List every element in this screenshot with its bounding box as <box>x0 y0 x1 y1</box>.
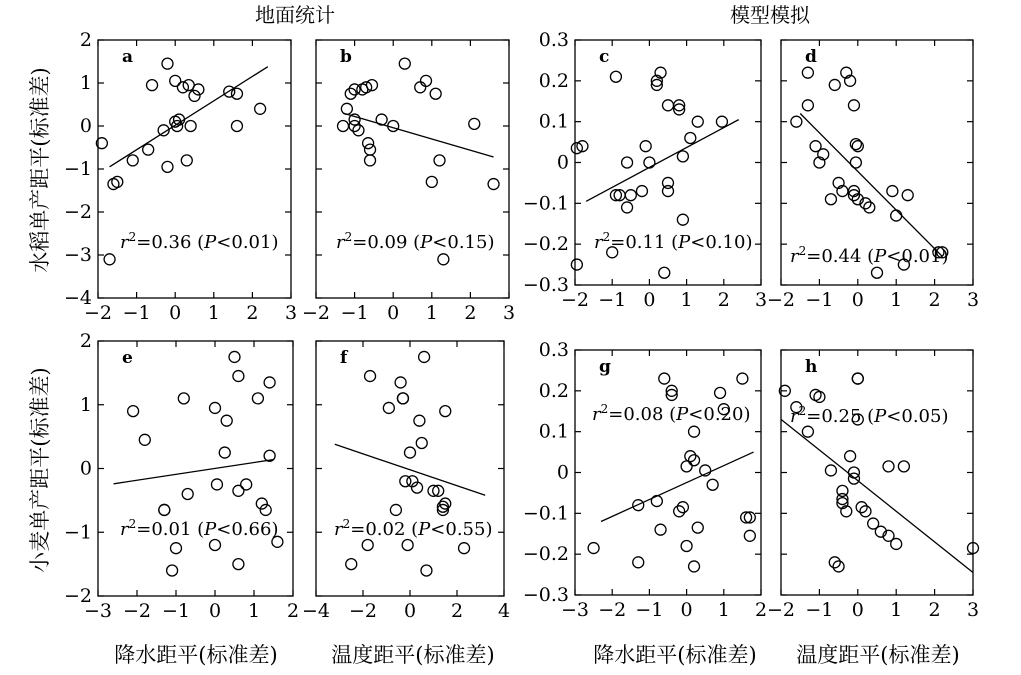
panel-letter: c <box>599 47 610 67</box>
data-point <box>902 190 913 201</box>
data-point <box>415 82 426 93</box>
data-point <box>167 565 178 576</box>
panel-frame <box>781 350 973 595</box>
panel-letter: d <box>805 47 817 67</box>
data-point <box>655 524 666 535</box>
x-tick-label: −2 <box>83 302 113 324</box>
data-point <box>825 194 836 205</box>
x-tick-label: 1 <box>717 599 730 621</box>
y-tick-label: 0.2 <box>538 379 569 402</box>
data-point <box>850 157 861 168</box>
data-point <box>182 489 193 500</box>
xlabel-col2: 温度距平(标准差) <box>331 643 495 667</box>
data-point <box>610 71 621 82</box>
x-tick-label: 3 <box>284 302 298 324</box>
data-point <box>891 538 902 549</box>
regression-line <box>800 114 942 257</box>
x-tick-label: 1 <box>890 289 903 311</box>
y-tick-label: −1 <box>63 521 92 544</box>
panel-d <box>767 40 979 311</box>
y-tick-label: −4 <box>63 287 92 309</box>
x-tick-label: −1 <box>805 289 834 311</box>
data-point <box>170 75 181 86</box>
data-point <box>791 116 802 127</box>
x-tick-label: 0 <box>680 599 693 621</box>
y-tick-label: −1 <box>63 158 92 180</box>
panel-a <box>64 29 297 324</box>
x-tick-label: −4 <box>301 600 331 622</box>
regression-stat: $r^2=0.25$ (P<0.05) <box>790 404 949 427</box>
xlabel-col4: 温度距平(标准差) <box>796 643 960 667</box>
data-point <box>852 373 863 384</box>
panel-c <box>523 29 767 311</box>
data-point <box>659 267 670 278</box>
data-point <box>260 504 271 515</box>
x-tick-label: 4 <box>497 600 511 622</box>
regression-stat: $r^2=0.01$ (P<0.66) <box>120 517 279 540</box>
data-point <box>837 485 848 496</box>
y-tick-label: −3 <box>63 244 92 266</box>
x-tick-label: 0 <box>403 600 417 622</box>
data-point <box>189 90 200 101</box>
data-point <box>143 144 154 155</box>
data-point <box>848 100 859 111</box>
x-tick-label: −1 <box>635 599 664 621</box>
x-tick-label: 0 <box>851 599 864 621</box>
x-tick-label: 3 <box>754 289 768 311</box>
x-tick-label: 1 <box>207 302 220 324</box>
regression-stat: $r^2=0.09$ (P<0.15) <box>336 230 495 253</box>
data-point <box>264 377 275 388</box>
panel-frame <box>98 341 293 596</box>
data-point <box>416 438 427 449</box>
y-tick-label: −0.2 <box>522 233 569 256</box>
data-point <box>440 498 451 509</box>
data-point <box>147 80 158 91</box>
x-tick-label: 2 <box>464 302 477 324</box>
data-point <box>162 161 173 172</box>
data-point <box>405 447 416 458</box>
data-point <box>644 157 655 168</box>
data-point <box>651 496 662 507</box>
data-point <box>898 461 909 472</box>
data-point <box>421 565 432 576</box>
data-point <box>349 114 360 125</box>
x-tick-label: −2 <box>766 599 796 621</box>
x-tick-label: 3 <box>966 289 980 311</box>
data-point <box>399 58 410 69</box>
data-point <box>459 543 470 554</box>
data-point <box>469 118 480 129</box>
group-title-model-simulation: 模型模拟 <box>730 3 810 27</box>
data-point <box>430 88 441 99</box>
data-point <box>588 543 599 554</box>
data-point <box>622 202 633 213</box>
x-tick-label: −3 <box>83 600 113 622</box>
data-point <box>633 557 644 568</box>
y-tick-label: −2 <box>63 585 92 607</box>
data-point <box>383 402 394 413</box>
data-point <box>659 373 670 384</box>
data-point <box>814 391 825 402</box>
data-point <box>802 426 813 437</box>
x-tick-label: 0 <box>387 302 400 324</box>
data-point <box>233 485 244 496</box>
row-label-wheat: 小麦单产距平(标准差) <box>28 367 52 573</box>
data-point <box>802 67 813 78</box>
data-point <box>488 179 499 190</box>
data-point <box>185 121 196 132</box>
x-tick-label: 2 <box>246 302 259 324</box>
y-tick-label: 0.1 <box>538 420 569 443</box>
y-tick-label: −0.1 <box>522 192 569 215</box>
group-title-ground-statistics: 地面统计 <box>255 3 335 27</box>
data-point <box>677 214 688 225</box>
data-point <box>640 141 651 152</box>
panel-letter: f <box>340 348 348 368</box>
x-tick-label: 3 <box>966 599 980 621</box>
regression-stat: $r^2=0.36$ (P<0.01) <box>120 230 279 253</box>
x-tick-label: −2 <box>122 600 152 622</box>
data-point <box>162 58 173 69</box>
x-tick-label: 1 <box>247 600 261 622</box>
x-tick-label: −2 <box>560 289 590 311</box>
data-point <box>737 373 748 384</box>
y-tick-label: 1 <box>79 72 92 94</box>
data-point <box>434 155 445 166</box>
x-tick-label: 0 <box>169 302 182 324</box>
regression-line <box>601 452 754 521</box>
x-tick-label: 2 <box>754 599 768 621</box>
data-point <box>229 351 240 362</box>
panel-b <box>302 40 515 324</box>
data-point <box>677 151 688 162</box>
data-point <box>112 176 123 187</box>
data-point <box>438 254 449 265</box>
data-point <box>707 479 718 490</box>
data-point <box>219 447 230 458</box>
data-point <box>421 75 432 86</box>
data-point <box>692 116 703 127</box>
x-tick-label: 0 <box>643 289 656 311</box>
panel-h <box>767 350 979 621</box>
x-tick-label: −2 <box>348 600 378 622</box>
x-tick-label: 2 <box>450 600 464 622</box>
regression-stat: $r^2=0.44$ (P<0.01) <box>790 244 949 267</box>
data-point <box>715 387 726 398</box>
panel-letter: g <box>599 357 611 377</box>
panel-letter: b <box>340 47 352 67</box>
y-tick-label: 0 <box>556 461 569 484</box>
data-point <box>872 267 883 278</box>
x-tick-label: 0 <box>851 289 864 311</box>
x-tick-label: −2 <box>766 289 796 311</box>
x-tick-label: −2 <box>301 302 331 324</box>
data-point <box>104 254 115 265</box>
data-point <box>829 79 840 90</box>
data-point <box>414 415 425 426</box>
x-tick-label: 2 <box>928 289 941 311</box>
data-point <box>365 155 376 166</box>
regression-stat: $r^2=0.11$ (P<0.10) <box>594 230 753 253</box>
regression-stat: $r^2=0.08$ (P<0.20) <box>592 402 751 425</box>
x-tick-label: −2 <box>598 599 627 621</box>
x-tick-label: 2 <box>928 599 941 621</box>
y-tick-label: −0.3 <box>522 274 569 296</box>
panel-letter: h <box>805 357 818 377</box>
panel-frame <box>316 341 504 596</box>
data-point <box>402 540 413 551</box>
data-point <box>440 406 451 417</box>
data-point <box>744 530 755 541</box>
y-tick-label: 0 <box>556 151 569 174</box>
data-point <box>231 88 242 99</box>
x-tick-label: −1 <box>340 302 369 324</box>
data-point <box>622 157 633 168</box>
data-point <box>255 103 266 114</box>
y-tick-label: 2 <box>79 29 92 51</box>
y-tick-label: 0.3 <box>538 29 569 51</box>
data-point <box>193 84 204 95</box>
data-point <box>210 402 221 413</box>
data-point <box>233 559 244 570</box>
data-point <box>221 415 232 426</box>
regression-line <box>335 444 485 495</box>
data-point <box>233 371 244 382</box>
data-point <box>159 504 170 515</box>
y-tick-label: −2 <box>63 201 92 223</box>
data-point <box>178 393 189 404</box>
data-point <box>346 559 357 570</box>
panel-e <box>64 330 299 622</box>
data-point <box>689 426 700 437</box>
panel-letter: e <box>122 348 133 368</box>
data-point <box>363 138 374 149</box>
data-point <box>681 461 692 472</box>
data-point <box>883 461 894 472</box>
panel-g <box>523 339 767 621</box>
xlabel-col1: 降水距平(标准差) <box>114 643 278 667</box>
data-point <box>256 498 267 509</box>
data-point <box>127 155 138 166</box>
regression-line <box>110 67 268 167</box>
data-point <box>571 259 582 270</box>
y-tick-label: 0.2 <box>538 69 569 92</box>
x-tick-label: 2 <box>717 289 730 311</box>
x-tick-label: 3 <box>502 302 516 324</box>
data-point <box>338 121 349 132</box>
regression-line <box>781 419 973 572</box>
y-tick-label: 2 <box>79 330 92 352</box>
data-point <box>716 116 727 127</box>
panel-frame <box>98 40 291 298</box>
x-tick-label: −1 <box>161 600 191 622</box>
x-tick-label: 2 <box>286 600 300 622</box>
data-point <box>625 190 636 201</box>
data-point <box>663 186 674 197</box>
x-tick-label: 1 <box>890 599 903 621</box>
data-point <box>171 543 182 554</box>
data-point <box>802 100 813 111</box>
y-tick-label: 0.1 <box>538 110 569 133</box>
data-point <box>362 540 373 551</box>
data-point <box>681 541 692 552</box>
data-point <box>426 176 437 187</box>
data-point <box>241 479 252 490</box>
y-tick-label: 0 <box>79 115 92 137</box>
data-point <box>419 351 430 362</box>
y-tick-label: −0.1 <box>522 502 569 525</box>
x-tick-label: −1 <box>122 302 151 324</box>
data-point <box>365 144 376 155</box>
data-point <box>181 155 192 166</box>
data-point <box>139 434 150 445</box>
y-tick-label: −0.2 <box>522 543 569 566</box>
data-point <box>252 393 263 404</box>
data-point <box>341 103 352 114</box>
x-tick-label: −3 <box>560 599 590 621</box>
data-point <box>128 406 139 417</box>
data-point <box>887 186 898 197</box>
data-point <box>845 451 856 462</box>
y-tick-label: 0.3 <box>538 339 569 361</box>
regression-stat: $r^2=0.02$ (P<0.55) <box>334 517 493 540</box>
row-label-rice: 水稻单产距平(标准差) <box>28 67 52 273</box>
y-tick-label: 0 <box>79 457 92 480</box>
x-tick-label: −1 <box>598 289 627 311</box>
data-point <box>390 504 401 515</box>
data-point <box>663 100 674 111</box>
data-point <box>211 479 222 490</box>
y-tick-label: −0.3 <box>522 584 569 606</box>
data-point <box>825 465 836 476</box>
data-point <box>689 561 700 572</box>
data-point <box>692 522 703 533</box>
data-point <box>397 393 408 404</box>
x-tick-label: −1 <box>805 599 834 621</box>
data-point <box>231 121 242 132</box>
x-tick-label: 1 <box>680 289 693 311</box>
data-point <box>685 133 696 144</box>
data-point <box>365 371 376 382</box>
data-point <box>210 540 221 551</box>
y-tick-label: 1 <box>79 393 92 416</box>
data-point <box>636 186 647 197</box>
x-tick-label: 1 <box>425 302 438 324</box>
panel-letter: a <box>122 47 134 67</box>
data-point <box>395 377 406 388</box>
panel-f <box>302 341 510 622</box>
panel-frame <box>316 40 509 298</box>
data-point <box>376 114 387 125</box>
xlabel-col3: 降水距平(标准差) <box>593 643 757 667</box>
panels <box>64 29 979 622</box>
data-point <box>891 210 902 221</box>
x-tick-label: 0 <box>208 600 222 622</box>
